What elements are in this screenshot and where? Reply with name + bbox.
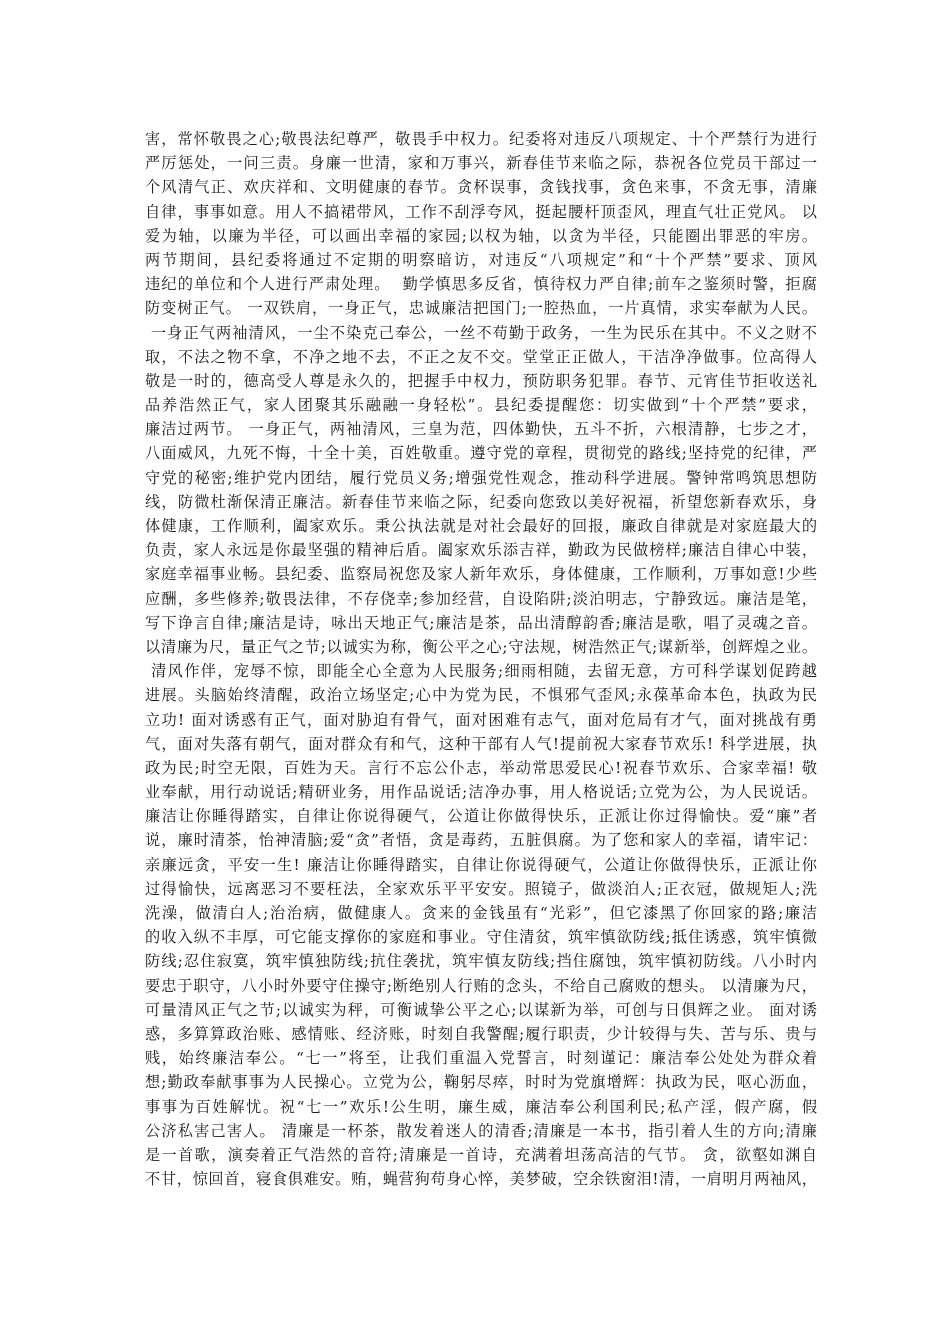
- text-line: 气，面对失落有朝气，面对群众有和气，这种干部有人气!提前祝大家春节欢乐! 科学进展，执: [145, 734, 819, 753]
- text-line: 可量清风正气之节;以诚实为秤，可衡诚挚公平之心;以谋新为举，可创与日俱辉之业。 面对诱: [145, 1000, 819, 1019]
- text-line: 政为民;时空无限，百姓为天。言行不忘公仆志，举动常思爱民心!祝春节欢乐、合家幸福! 敬: [145, 758, 819, 777]
- text-line: 的收入纵不丰厚，可它能支撑你的家庭和事业。守住清贫，筑牢慎欲防线;抵住诱惑，筑牢慎微: [145, 928, 819, 947]
- text-line: 公济私害己害人。 清廉是一杯茶，散发着迷人的清香;清廉是一本书，指引着人生的方向;清廉: [145, 1121, 819, 1140]
- text-line: 说，廉时清茶，怡神清脑;爱“贪”者悟，贪是毒药，五脏俱腐。为了您和家人的幸福，请牢记：: [145, 831, 819, 850]
- text-line: 爱为轴，以廉为半径，可以画出幸福的家园;以权为轴，以贪为半径，只能圈出罪恶的牢房。: [145, 226, 819, 245]
- text-line: 惑，多算算政治账、感情账、经济账，时刻自我警醒;履行职责，少计较得与失、苦与乐、贵与: [145, 1024, 819, 1043]
- text-line: 过得愉快，远离恶习不要枉法，全家欢乐平平安安。照镜子，做淡泊人;正衣冠，做规矩人;洗: [145, 879, 819, 898]
- text-line: 清风作伴，宠辱不惊，即能全心全意为人民服务;细雨相随，去留无意，方可科学谋划促跨越: [145, 662, 819, 681]
- text-line: 负责，家人永远是你最坚强的精神后盾。阖家欢乐添吉祥，勤政为民做榜样;廉洁自律心中装，: [145, 541, 819, 560]
- text-line: 要忠于职守，八小时外要守住操守;断绝别人行贿的念头，不给自己腐败的想头。 以清廉为尺，: [145, 976, 818, 995]
- text-line: 廉洁让你睡得踏实，自律让你说得硬气，公道让你做得快乐，正派让你过得愉快。爱“廉”者: [145, 807, 819, 826]
- text-line: 害，常怀敬畏之心;敬畏法纪尊严，敬畏手中权力。纪委将对违反八项规定、十个严禁行为进行: [145, 130, 819, 148]
- text-line: 两节期间，县纪委将通过不定期的明察暗访，对违反“八项规定”和“十个严禁”要求、顶风: [145, 250, 819, 269]
- text-line: 是一首歌，演奏着正气浩然的音符;清廉是一首诗，充满着坦荡高洁的气节。 贪，欲壑如渊自: [145, 1145, 819, 1164]
- text-line: 防线;忍住寂寞，筑牢慎独防线;抗住袭扰，筑牢慎友防线;挡住腐蚀，筑牢慎初防线。八小时内: [145, 952, 819, 971]
- text-line: 业奉献，用行动说话;精研业务，用作品说话;洁净办事，用人格说话;立党为公，为人民说话。: [145, 783, 819, 802]
- document-body: [145, 127, 817, 1191]
- text-line: 亲廉远贪，平安一生! 廉洁让你睡得踏实，自律让你说得硬气，公道让你做得快乐，正派让你: [145, 855, 819, 874]
- text-line: 事事为百姓解忧。祝“七一”欢乐!公生明，廉生威，廉洁奉公利国利民;私产淫，假产腐，假: [145, 1097, 819, 1116]
- text-line: 守党的秘密;维护党内团结，履行党员义务;增强党性观念，推动科学进展。警钟常鸣筑思想防: [145, 468, 819, 487]
- text-line: 廉洁过两节。 一身正气，两袖清风，三皇为范，四体勤快，五斗不折，六根清静，七步之才，: [145, 420, 819, 439]
- text-line: 家庭幸福事业畅。县纪委、监察局祝您及家人新年欢乐，身体健康，工作顺利，万事如意!少些: [145, 565, 819, 584]
- text-line: 严厉惩处，一问三责。身廉一世清，家和万事兴，新春佳节来临之际，恭祝各位党员干部过一: [145, 154, 819, 173]
- text-line: 不甘，惊回首，寝食俱难安。贿，蝇营狗苟身心悴，美梦破，空余铁窗泪!清，一肩明月两袖风，: [145, 1170, 818, 1189]
- text-line: 自律，事事如意。用人不搞裙带风，工作不刮浮夸风，挺起腰杆顶歪风，理直气壮正党风。 以: [145, 202, 819, 221]
- text-line: 违纪的单位和个人进行严肃处理。 勤学慎思多反省，慎待权力严自律;前车之鉴须时警，拒腐: [145, 275, 819, 294]
- text-line: 体健康，工作顺利，阖家欢乐。秉公执法就是对社会最好的回报，廉政自律就是对家庭最大的: [145, 517, 819, 535]
- text-line: 个风清气正、欢庆祥和、文明健康的春节。贪杯误事，贪钱找事，贪色来事，不贪无事，清廉: [145, 178, 819, 197]
- text-line: 品养浩然正气，家人团聚其乐融融一身轻松”。县纪委提醒您：切实做到“十个严禁”要求，: [145, 396, 819, 415]
- text-line: 敬是一时的，德高受人尊是永久的，把握手中权力，预防职务犯罪。春节、元宵佳节拒收送礼: [145, 371, 819, 390]
- text-line: 线，防微杜渐保清正廉洁。新春佳节来临之际，纪委向您致以美好祝福，祈望您新春欢乐，身: [145, 492, 819, 511]
- text-line: 进展。头脑始终清醒，政治立场坚定;心中为党为民，不惧邪气歪风;永葆革命本色，执政为民: [145, 686, 819, 705]
- text-line: 立功! 面对诱惑有正气，面对胁迫有骨气，面对困难有志气，面对危局有才气，面对挑战有勇: [145, 710, 819, 729]
- text-line: 取，不法之物不拿，不净之地不去，不正之友不交。堂堂正正做人，干洁净净做事。位高得人: [145, 347, 819, 366]
- text-line: 贱，始终廉洁奉公。“七一”将至，让我们重温入党誓言，时刻谨记：廉洁奉公处处为群众着: [145, 1049, 819, 1068]
- text-line: 八面威风，九死不悔，十全十美，百姓敬重。遵守党的章程，贯彻党的路线;坚持党的纪律，严: [145, 444, 819, 463]
- text-line: 一身正气两袖清风，一尘不染克己奉公，一丝不苟勤于政务，一生为民乐在其中。不义之财不: [145, 323, 819, 342]
- text-line: 想;勤政奉献事事为人民操心。立党为公，鞠躬尽瘁，时时为党旗增辉：执政为民，呕心沥血，: [145, 1073, 819, 1092]
- text-line: 洗澡，做清白人;治治病，做健康人。贪来的金钱虽有“光彩”，但它漆黑了你回家的路;廉洁: [145, 904, 819, 922]
- text-line: 以清廉为尺，量正气之节;以诚实为称，衡公平之心;守法规，树浩然正气;谋新举，创辉煌之业。: [145, 637, 818, 656]
- text-line: 防变树正气。 一双铁肩，一身正气，忠诚廉洁把国门;一腔热血，一片真情，求实奉献为人民。: [145, 299, 818, 318]
- text-line: 写下诤言自律;廉洁是诗，咏出天地正气;廉洁是茶，品出清醇韵香;廉洁是歌，唱了灵魂之音。: [145, 613, 819, 632]
- text-line: 应酬，多些修养;敬畏法律，不存侥幸;参加经营，自设陷阱;淡泊明志，宁静致远。廉洁是笔，: [145, 589, 819, 608]
